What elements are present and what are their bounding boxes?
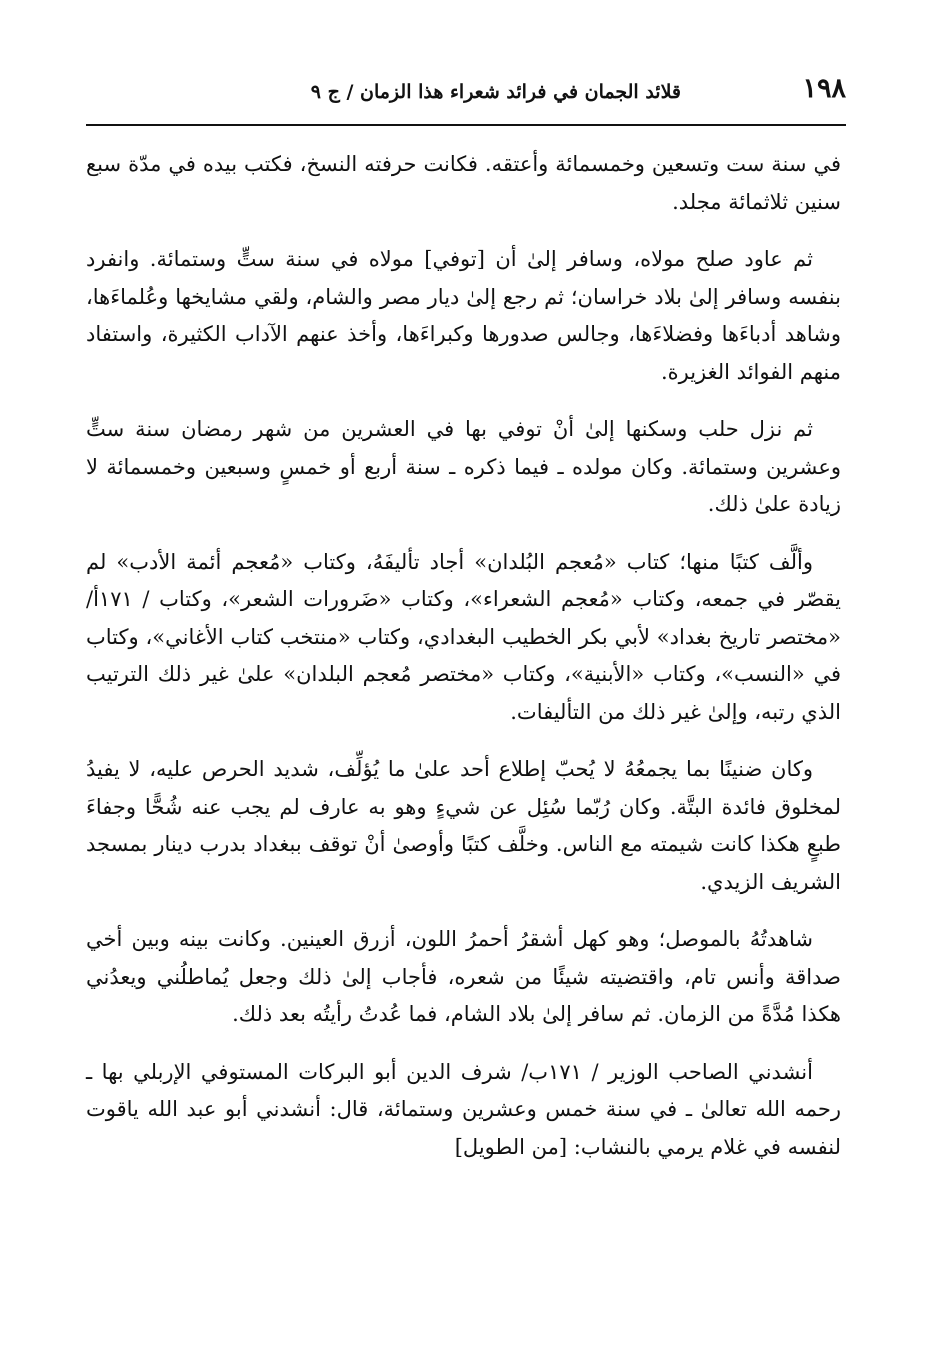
running-title: قلائد الجمان في فرائد شعراء هذا الزمان / ج ٩: [310, 81, 681, 103]
paragraph: وكان ضنينًا بما يجمعُهُ لا يُحبّ إطلاع أحد علىٰ ما يُؤلِّف، شديد الحرص عليه، لا يفيدُ لمخلوق فائدة البتَّة. وكان رُبّما سُئِل عن شيءٍ وهو به عارف لم يجب عنه شُحًّا وجفاءَ طبعٍ هكذا كانت شيمته مع الناس. وخلَّف كتبًا وأوصىٰ أنْ توقف ببغداد بدرب دينار بمسجد الشريف الزيدي.: [86, 757, 841, 894]
paragraph: شاهدتُهُ بالموصل؛ وهو كهل أشقرُ أحمرُ اللون، أزرق العينين. وكانت بينه وبين أخي صداقة وأنس تام، واقتضيته شيئًا من شعره، فأجاب إلىٰ ذلك وجعل يُماطلُني ويعدُني هكذا مُدَّةً من الزمان. ثم سافر إلىٰ بلاد الشام، فما عُدتُ رأيتُه بعد ذلك.: [86, 927, 841, 1026]
paragraph: في سنة ست وتسعين وخمسمائة وأعتقه. فكانت حرفته النسخ، فكتب بيده في مدّة سبع سنين ثلاثمائة مجلد.: [86, 152, 841, 214]
page-number: ١٩٨: [802, 73, 846, 104]
paragraph: ثم نزل حلب وسكنها إلىٰ أنْ توفي بها في العشرين من شهر رمضان سنة ستٍّ وعشرين وستمائة. وكان مولده ـ فيما ذكره ـ سنة أربع أو خمسٍ وسبعين وخمسمائة لا زيادة علىٰ ذلك.: [86, 417, 841, 516]
page-header: [86, 72, 846, 120]
paragraph: ثم عاود صلح مولاه، وسافر إلىٰ أن [توفي] مولاه في سنة ستٍّ وستمائة. وانفرد بنفسه وسافر إلىٰ بلاد خراسان؛ ثم رجع إلىٰ ديار مصر والشام، ولقي مشايخها وعُلماءَها، وشاهد أدباءَها وفضلاءَها، وجالس صدورها وكبراءَها، وأخذ عنهم الآداب الكثيرة، واستفاد منهم الفوائد الغزيرة.: [86, 247, 841, 384]
header-rule: [86, 124, 846, 126]
paragraph: أنشدني الصاحب الوزير / ١٧١ب/ شرف الدين أبو البركات المستوفي الإربلي بها ـ رحمه الله تعالىٰ ـ في سنة خمس وعشرين وستمائة، قال: أنشدني أبو عبد الله ياقوت لنفسه في غلام يرمي بالنشاب: [من الطويل]: [86, 1059, 842, 1159]
paragraph: وألَّف كتبًا منها؛ كتاب «مُعجم البُلدان» أجاد تأليفَهُ، وكتاب «مُعجم أئمة الأدب» لم يقصّر في جمعه، وكتاب «مُعجم الشعراء»، وكتاب «ضَرورات الشعر»، وكتاب / ١٧١أ/ «مختصر تاريخ بغداد» لأبي بكر الخطيب البغدادي، وكتاب «منتخب كتاب الأغاني»، وكتاب في «النسب»، وكتاب «الأبنية»، وكتاب «مختصر مُعجم البلدان» علىٰ غير ذلك الترتيب الذي رتبه، وإلىٰ غير ذلك من التأليفات.: [86, 549, 841, 724]
body-text: [86, 146, 841, 1186]
